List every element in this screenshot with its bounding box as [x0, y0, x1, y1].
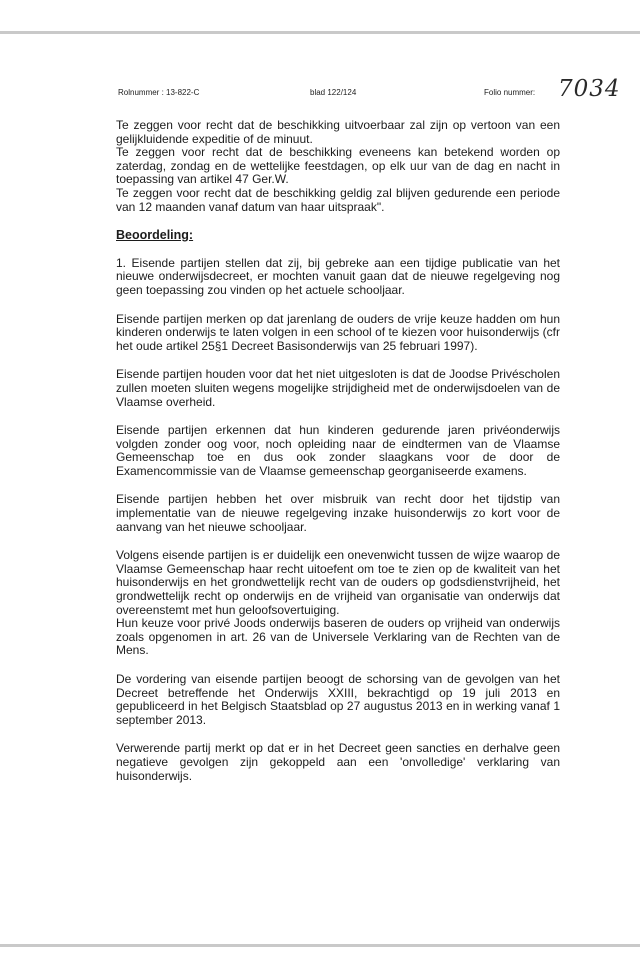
rolnummer: Rolnummer : 13-822-C	[118, 88, 200, 97]
page-header	[118, 76, 621, 108]
bottom-toolbar-strip	[0, 944, 640, 963]
intro-line: Te zeggen voor recht dat de beschikking geldig zal blijven gedurende een periode van 12 maanden vanaf datum van haar uitspraak".	[116, 185, 560, 214]
folio-label: Folio nummer:	[484, 88, 536, 97]
paragraph: Hun keuze voor privé Joods onderwijs baseren de ouders op vrijheid van onderwijs zoals opgenomen in art. 26 van de Universele Verklaring van de Rechten van de Mens.	[116, 616, 560, 658]
paragraph: 1. Eisende partijen stellen dat zij, bij gebreke aan een tijdige publicatie van het nieuwe onderwijsdecreet, er mochten vanuit gaan dat de nieuwe regelgeving nog geen toepassing zou vinden op het actuele schooljaar.	[116, 255, 560, 297]
top-toolbar-strip	[0, 0, 640, 34]
paragraph: Verwerende partij merkt op dat er in het Decreet geen sancties en derhalve geen negatieve gevolgen zijn gekoppeld aan een 'onvolledige' verklaring van huisonderwijs.	[116, 741, 560, 783]
paragraph: Eisende partijen hebben het over misbruik van recht door het tijdstip van implementatie van de nieuwe regelgeving inzake huisonderwijs zo kort voor de aanvang van het nieuwe schooljaar.	[116, 492, 560, 534]
intro-line: Te zeggen voor recht dat de beschikking eveneens kan betekend worden op zaterdag, zondag en de wettelijke feestdagen, op elk uur van de dag en nacht in toepassing van artikel 47 Ger.W.	[116, 145, 560, 187]
paragraph: Eisende partijen houden voor dat het niet uitgesloten is dat de Joodse Privéscholen zullen moeten sluiten wegens mogelijke strijdigheid met de onderwijsdoelen van de Vlaamse overheid.	[116, 367, 560, 409]
folio-number-handwritten: 7034	[558, 76, 621, 102]
paragraph: De vordering van eisende partijen beoogt de schorsing van de gevolgen van het Decreet betreffende het Onderwijs XXIII, bekrachtigd op 19 juli 2013 en gepubliceerd in het Belgisch Staatsblad op 27 augustus 2013 en in werking vanaf 1 september 2013.	[116, 672, 560, 727]
section-heading: Beoordeling:	[116, 228, 194, 243]
intro-line: Te zeggen voor recht dat de beschikking uitvoerbaar zal zijn op vertoon van een gelijkluidende expeditie of de minuut.	[116, 118, 560, 146]
paragraph: Volgens eisende partijen is er duidelijk een onevenwicht tussen de wijze waarop de Vlaamse Gemeenschap haar recht uitoefent om toe te zien op de kwaliteit van het huisonderwijs en het grondwettelijk recht van de ouders op godsdienstvrijheid, het grondwettelijk recht op onderwijs en de vrijheid van organisatie van onderwijs dat overeenstemt met hun geloofsovertuiging.	[116, 548, 560, 617]
paragraph: Eisende partijen merken op dat jarenlang de ouders de vrije keuze hadden om hun kinderen onderwijs te laten volgen in een school of te kiezen voor huisonderwijs (cfr het oude artikel 25§1 Decreet Basisonderwijs van 25 februari 1997).	[116, 311, 560, 353]
document-body	[116, 119, 560, 783]
page-counter: blad 122/124	[310, 88, 357, 97]
paragraph: Eisende partijen erkennen dat hun kinderen gedurende jaren privéonderwijs volgden zonder oog voor, noch opleiding naar de eindtermen van de Vlaamse Gemeenschap toe en dus ook zonder slaagkans voor de door de Examencommissie van de Vlaamse gemeenschap georganiseerde examens.	[116, 423, 560, 478]
